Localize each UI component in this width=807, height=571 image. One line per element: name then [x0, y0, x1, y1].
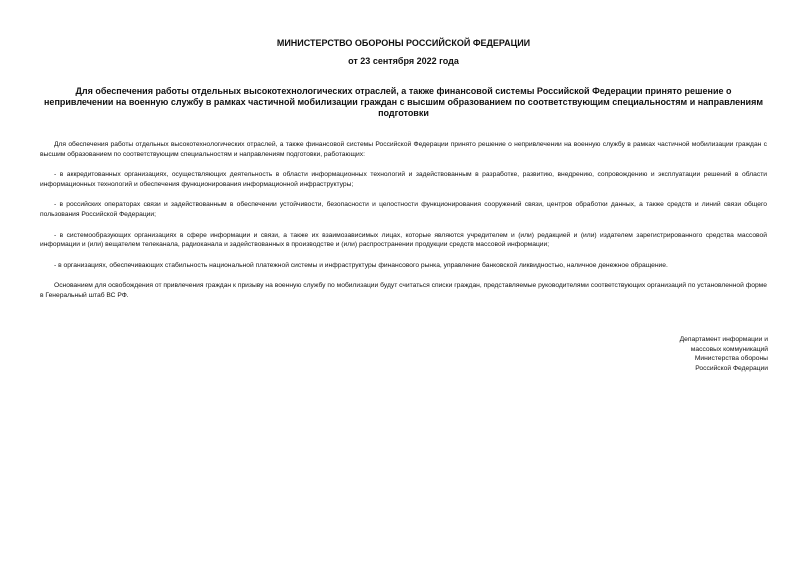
signature-block	[680, 335, 768, 373]
signature-line: Министерства обороны	[694, 355, 768, 363]
organization-title: МИНИСТЕРСТВО ОБОРОНЫ РОССИЙСКОЙ ФЕДЕРАЦИИ	[276, 38, 531, 48]
signature-line: Российской Федерации	[695, 364, 768, 372]
document-body	[40, 140, 767, 312]
document-subject: Для обеспечения работы отдельных высокотехнологических отраслей, а также финансовой системы Российской Федерации принято решение о непривлечении на военную службу в рамках частичной мобилизации граждан с высшим образованием по соответствующим специальностям и направлениям подготовки	[44, 86, 763, 118]
paragraph-intro: Для обеспечения работы отдельных высокотехнологических отраслей, а также финансовой системы Российской Федерации принято решение о непривлечении на военную службу в рамках частичной мобилизации граждан с высшим образованием по соответствующим специальностям и направлениям подготовки, работающих:	[40, 141, 767, 158]
document-date: от 23 сентября 2022 года	[348, 56, 459, 66]
paragraph-basis: Основанием для освобождения от привлечения граждан к призыву на военную службу по мобилизации будут считаться списки граждан, представляемые руководителями соответствующих организаций по установленной форме в Генеральный штаб ВС РФ.	[40, 282, 767, 299]
paragraph-media-organizations: - в системообразующих организациях в сфере информации и связи, а также их взаимозависимых лицах, которые являются учредителем и (или) редакцией и (или) издателем зарегистрированного средства массовой информации и (или) вещателем телеканала, радиоканала и задействованных в производстве и (или) распространении продукции средств массовой информации;	[40, 231, 767, 249]
paragraph-it-organizations: - в аккредитованных организациях, осуществляющих деятельность в области информационных технологий и задействованным в разработке, развитию, внедрению, сопровождению и эксплуатации решений в области информационных технологий и обеспечения функционирования информационной инфраструктуры;	[40, 171, 767, 188]
signature-line: Департамент информации и	[679, 336, 768, 343]
paragraph-financial-organizations: - в организациях, обеспечивающих стабильность национальной платежной системы и инфраструктуры финансового рынка, управление банковской ликвидностью, наличное денежное обращение.	[54, 261, 668, 269]
paragraph-telecom-operators: - в российских операторах связи и задействованным в обеспечении устойчивости, безопасности и целостности функционирования сооружений связи, центров обработки данных, а также средств и линий связи общего пользования Российской Федерации;	[40, 201, 767, 218]
signature-line: массовых коммуникаций	[690, 345, 768, 353]
